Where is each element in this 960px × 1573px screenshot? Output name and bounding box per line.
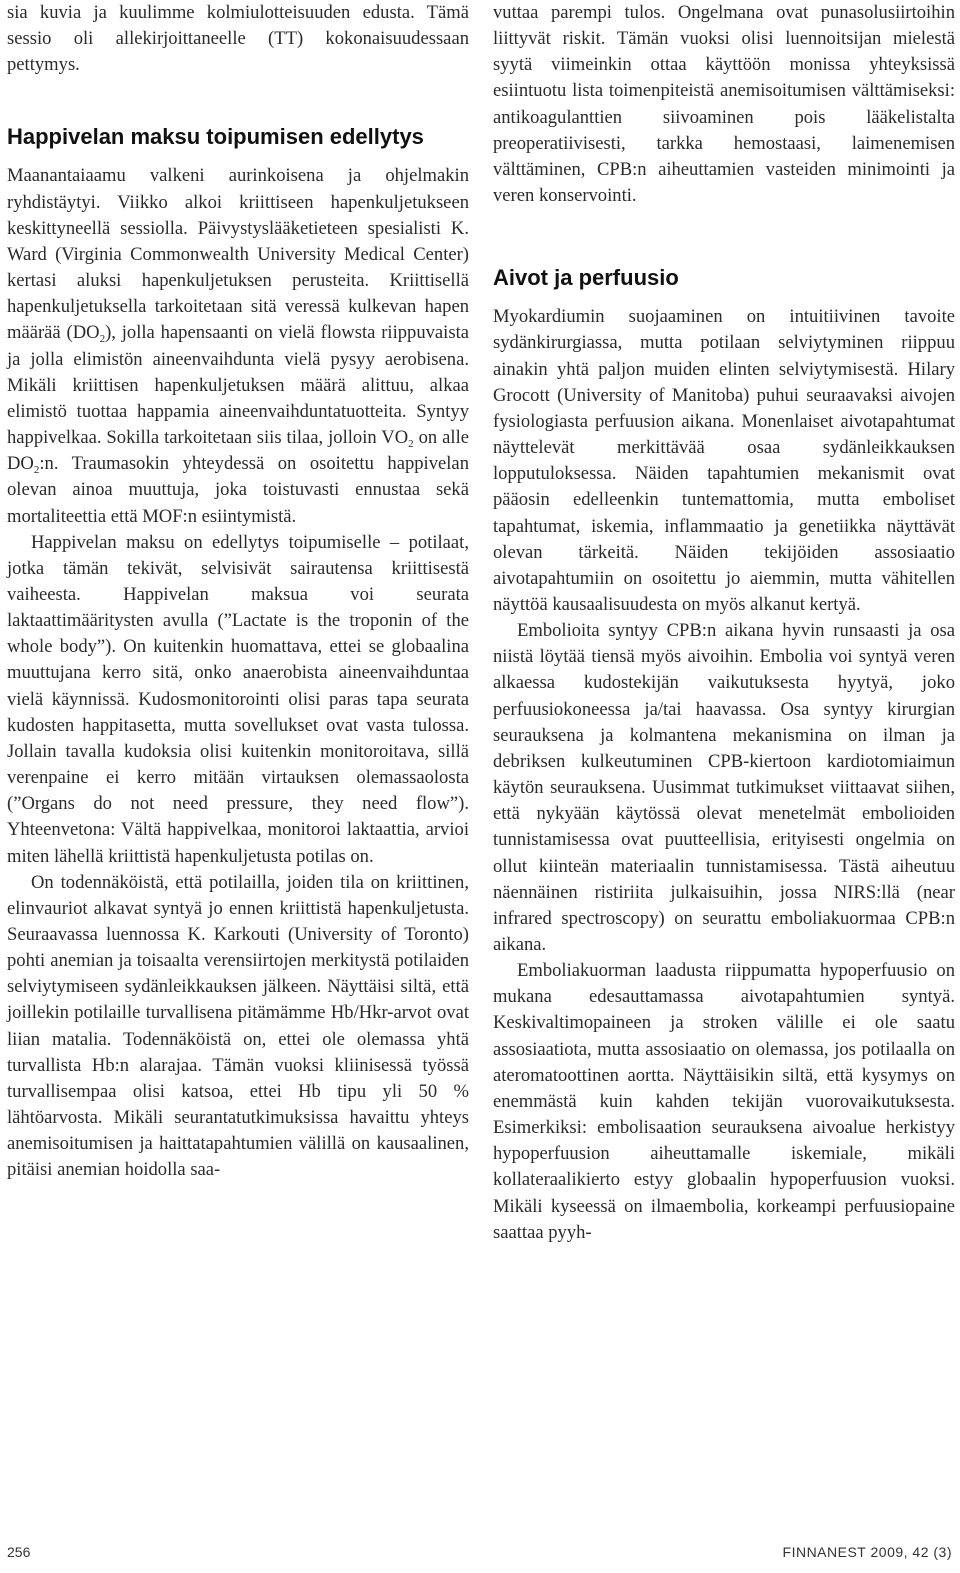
text-segment: Maanantaiaamu valkeni aurinkoisena ja ohjelmakin ryhdistäytyi. Viikko alkoi kriittiseen hapenkuljetukseen keskittyneellä sessiolla. Päivystyslääketieteen spesialisti K. Ward (Virginia Commonwealth University Medical Center) kertasi aluksi hapenkuljetuksen perusteita. Kriittisellä hapenkuljetuksella tarkoitetaan sitä veressä kulkevan hapen määrää (DO (7, 165, 469, 344)
body-paragraph (7, 163, 469, 529)
subscript: 2 (33, 464, 40, 477)
intro-paragraph: sia kuvia ja kuulimme kolmiulotteisuuden edusta. Tämä sessio oli allekirjoittaneelle (TT) kokonaisuudessaan pettymys. (7, 2, 469, 76)
section-heading-brain-perfusion: Aivot ja perfuusio (493, 265, 679, 291)
body-paragraph: Embolioita syntyy CPB:n aikana hyvin runsaasti ja osa niistä löytää tiensä myös aivoihin. Embolia voi syntyä veren alkaessa kudostekijän vaikutuksesta hyytyä, joko perfuusiokoneessa ja/tai haavassa. Osa syntyy kirurgian seurauksena ja kolmantena mekanismina on ilman ja debriksen kulkeutuminen CPB-kiertoon kardiotomiaimun käytön seurauksena. Uusimmat tutkimukset viittaavat siihen, että nykyään käytössä olevat menetelmät embolioiden tunnistamisessa ovat puutteellisia, erityisesti ongelmia on ollut kiinteän materiaalin tunnistamisessa. Tästä aiheutuu näennäinen ristiriita julkaisuihin, jossa NIRS:llä (near infrared spectroscopy) on seurattu emboliakuormaa CPB:n aikana. (493, 620, 955, 955)
journal-name: FINNANEST 2009, 42 (3) (782, 1544, 952, 1560)
subscript: 2 (99, 333, 106, 346)
right-column (493, 0, 955, 1246)
body-paragraph: Happivelan maksu on edellytys toipumiselle – potilaat, jotka tämän tekivät, selvisivät sairautensa kriittisestä vaiheesta. Happivelan maksua voi seurata laktaattimääritysten avulla (”Lactate is the troponin of the whole body”). On kuitenkin huomattava, ettei se globaalina muuttujana kerro sitä, onko anaerobista aineenvaihduntaa vielä käynnissä. Kudosmonitorointi olisi paras tapa seurata kudosten happitasetta, mutta sovellukset ovat vasta tulossa. Jollain tavalla kudoksia olisi kuitenkin monitoroitava, sillä verenpaine ei kerro mitään virtauksen olemassaolosta (”Organs do not need pressure, they need flow”). Yhteenvetona: Vältä happivelkaa, monitoroi laktaattia, arvioi miten lähellä kriittistä hapenkuljetusta potilas on. (7, 531, 469, 867)
text-segment: ), jolla hapensaanti on vielä flowsta riippuvaista ja jolla elimistön aineenvaihdunta vielä pysyy aerobisena. Mikäli kriittisen hapenkuljetuksen määrä alittuu, alkaa elimistö tuottaa happamia aineenvaihduntatuotteita. Syntyy happivelkaa. Sokilla tarkoitetaan siis tilaa, jolloin VO (7, 322, 469, 449)
left-column (7, 0, 469, 1184)
subscript: 2 (408, 438, 414, 451)
body-paragraph: Myokardiumin suojaaminen on intuitiivinen tavoite sydänkirurgiassa, mutta potilaan selviytyminen riippuu ainakin yhtä paljon muiden elinten selviytymisestä. Hilary Grocott (University of Manitoba) puhui seuraavaksi aivojen fysiologiasta perfuusion aikana. Monenlaiset aivotapahtumat näyttelevät merkittävää osaa sydänleikkauksen lopputuloksessa. Näiden tapahtumien mekanismit ovat pääosin edelleenkin tuntemattomia, mutta emboliset tapahtumat, iskemia, inflammaatio ja genetiikka näyttävät olevan tärkeitä. Näiden tekijöiden assosiaatio aivotapahtumiin on osoitettu jo aiemmin, mutta vähitellen näyttöä kausaalisuudesta on myös alkanut kertyä. (493, 306, 955, 615)
text-segment: :n. Traumasokin yhteydessä on osoitettu happivelan olevan ainoa muuttuja, joka toistuvasti ennustaa sekä mortaliteettia että MOF:n esiintymistä. (7, 453, 469, 527)
page-number: 256 (7, 1544, 31, 1560)
section-heading-oxygen-debt: Happivelan maksu toipumisen edellytys (7, 124, 424, 150)
body-paragraph: Emboliakuorman laadusta riippumatta hypoperfuusio on mukana edesauttamassa aivotapahtumien syntyä. Keskivaltimopaineen ja stroken välille ei ole saatu assosiaatiota, mutta assosiaatio on olemassa, jos potilaalla on ateromatoottinen aortta. Näyttäisikin siltä, että kysymys on enemmästä kuin kahden tekijän vuorovaikutuksesta. Esimerkiksi: embolisaation seurauksena aivoalue herkistyy hypoperfuusion aiheuttamalle iskemiale, mikäli kollateraalikierto estyy globaalin hypoperfuusion vuoksi. Mikäli kyseessä on ilmaembolia, korkeampi perfuusiopaine saattaa pyyh- (493, 960, 955, 1243)
continued-paragraph: vuttaa parempi tulos. Ongelmana ovat punasolusiirtoihin liittyvät riskit. Tämän vuoksi olisi luennoitsijan mielestä syytä viimeinkin ottaa käyttöön monissa yhteyksissä esiintuotu lista toimenpiteistä anemisoitumisen välttämiseksi: antikoagulanttien siivoaminen pois lääkelistalta preoperatiivisesti, tarkka hemostaasi, laimenemisen välttäminen, CPB:n aiheuttamien vasteiden minimointi ja veren konservointi. (493, 2, 955, 207)
body-paragraph: On todennäköistä, että potilailla, joiden tila on kriittinen, elinvauriot alkavat syntyä jo ennen kriittistä hapenkuljetusta. Seuraavassa luennossa K. Karkouti (University of Toronto) pohti anemian ja toisaalta verensiirtojen merkitystä potilaiden selviytymiseen sydänleikkauksen jälkeen. Näyttäisi siltä, että joillekin potilaille turvallisena pitämämme Hb/Hkr-arvot ovat liian matalia. Todennäköistä on, ettei ole olemassa yhtä turvallista Hb:n alarajaa. Tämän vuoksi kliinisessä työssä turvallisempaa olisi katsoa, ettei Hb tipu yli 50 % lähtöarvosta. Mikäli seurantatutkimuksissa havaittu yhteys anemisoitumisen ja haittatapahtumien välillä on kausaalinen, pitäisi anemian hoidolla saa- (7, 871, 469, 1181)
text-segment: on alle DO (7, 427, 469, 475)
